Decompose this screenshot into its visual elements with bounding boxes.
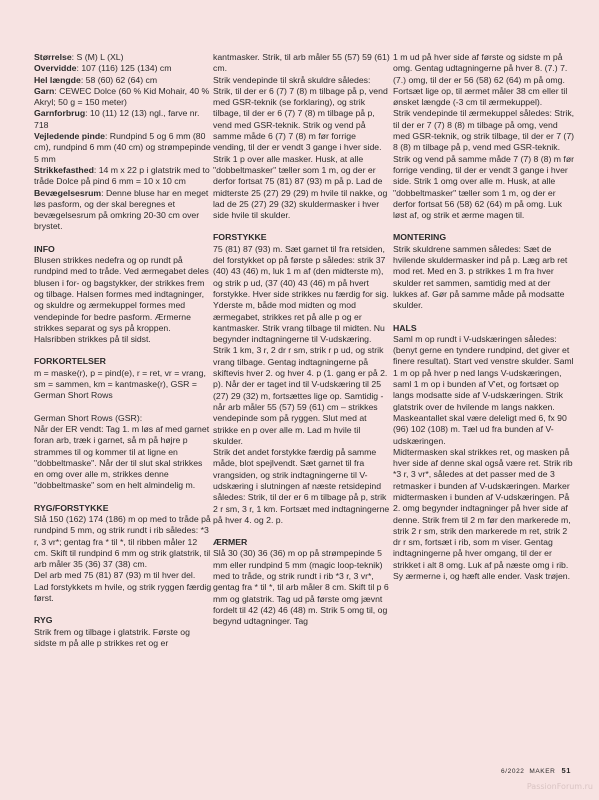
watermark: PassionForum.ru [526, 782, 593, 791]
assembly-text: Strik skuldrene sammen således: Sæt de hvilende skuldermasker ind på p. Læg arb ret mod ret. Med en 3. p strikkes 1 m fra hver skulder ret sammen, samtidig med at der lukkes af. Gør på samme måde på modsatte skulder. [393, 243, 568, 311]
issue-label: 6/2022 MAKER [501, 768, 556, 775]
spec-gauge: Strikkefasthed: 14 m x 22 p i glatstrik med to tråde Dolce på pind 6 mm = 10 x 10 cm [34, 164, 210, 187]
front-heading: FORSTYKKE [213, 232, 267, 243]
column-2 [213, 52, 391, 628]
spec-yarn: Garn: CEWEC Dolce (60 % Kid Mohair, 40 % Akryl; 50 g = 150 meter) [34, 85, 210, 108]
neck-text: Saml m op rundt i V-udskæringen således: (benyt gerne en tyndere rundpind, det giver et finere resultat). Start ved venstre skulder. Saml 1 m op på hver p ned langs V-udskæringen, saml 1 m op i bunden af V'et, og fortsæt op langs modsatte side af V-udskæringen. Strik glatstrik over de hvilende m langs nakken. Maskeantallet skal være deleligt med 6, fx 90 (96) 102 (108) m. Tæl ud fra bunden af V-udskæringen. Midtermasken skal strikkes ret, og masken på hver side af denne skal også være ret. Strik rib *3 r, 3 vr*, således at det passer med de 3 retmasker i bunden af V-udskæringen. Marker midtermasken i bunden af V-udskæringen. På 2. omg begynder indtagninger på hver side af denne. Strik frem til 2 m før den markerede m, strik 2 r sm, strik den markerede m ret, strik 2 dr r sm, fortsæt i rib, som m viser. Gentag indtagningerne på hver omgang, til der er strikket i alt 8 omg. Luk af på næste omg i rib. Sy ærmerne i, og hæft alle ender. Vask trøjen. [393, 333, 574, 582]
spec-needles: Vejledende pinde: Rundpind 5 og 6 mm (80 cm), rundpind 6 mm (40 cm) og strømpepinde 5 mm [34, 131, 211, 164]
back-heading: RYG [34, 615, 53, 626]
abbreviations-text: m = maske(r), p = pind(e), r = ret, vr = vrang, sm = sammen, km = kantmaske(r), GSR = German Short Rows [34, 367, 206, 401]
back-text: Strik frem og tilbage i glatstrik. Første og sidste m på alle p strikkes ret og er [34, 626, 190, 648]
spec-chest: Overvidde: 107 (116) 125 (134) cm [34, 63, 172, 74]
assembly-heading: MONTERING [393, 232, 447, 243]
spec-list [34, 52, 212, 233]
page-footer [501, 766, 571, 775]
gsr-heading: German Short Rows (GSR): [34, 412, 143, 423]
front-text: 75 (81) 87 (93) m. Sæt garnet til fra retsiden, del forstykket op på første p således: strik 37 (40) 43 (46) m, luk 1 m af (den midterste m), og strik p ud, (37 (40) 43 (46) m på hvert forstykke. Hver side strikkes nu færdig for sig. Yderste m, både mod midten og mod ærmegabet, strikkes ret på alle p og er kantmasker. Strik vrang tilbage til midten. Nu begynder indtagningerne til V-udskæring. Strik 1 km, 3 r, 2 dr r sm, strik r p ud, og strik vrang tilbage. Gentag indtagningerne på skiftevis hver 2. og hver 4. p (1. gang er på 2. p). Når der er taget ind til V-udskæring til 25 (27) 29 (32) m, fortsættes lige op. Samtidig - når arb måler 55 (57) 59 (61) cm – strikkes vendepinde som på ryggen. Slut med at strikke en p over alle m. Lad m hvile til skulder. Strik det andet forstykke færdig på samme måde, blot spejlvendt. Sæt garnet til fra vrangsiden, og strik indtagningerne til V-udskæring i slutningen af næste retsidepind således: Strik, til der er 6 m tilbage på p, strik 2 r sm, 3 r, 1 km. Fortsæt med indtagningerne på hver 4. og 2. p. [213, 243, 390, 525]
column-3 [393, 52, 575, 582]
abbreviations-heading: FORKORTELSER [34, 356, 106, 367]
spec-ease: Bevægelsesrum: Denne bluse har en meget løs pasform, og der skal beregnes et bevægelsesrum på omkring 20-30 cm over brystet. [34, 187, 209, 232]
neck-heading: HALS [393, 322, 417, 333]
gsr-text: Når der ER vendt: Tag 1. m løs af med garnet foran arb, træk i garnet, så m på højre p strammes til og kommer til at ligne en "dobbeltmaske". Når der til slut skal strikkes en omg over alle m, strikkes denne "dobbeltmaske" som en helt almindelig m. [34, 423, 210, 491]
info-heading: INFO [34, 243, 55, 254]
sleeves-heading: ÆRMER [213, 537, 248, 548]
page-number: 51 [561, 766, 571, 775]
body-text: Slå 150 (162) 174 (186) m op med to tråde på rundpind 5 mm, og strik rundt i rib således: *3 r, 3 vr*; gentag fra * til *, til ribben måler 12 cm. Skift til rundpind 6 mm og strik glatstrik, til arb måler 35 (36) 37 (38) cm. Del arb med 75 (81) 87 (93) m til hver del. Lad forstykkets m hvile, og strik ryggen færdig først. [34, 513, 212, 604]
sleeves-continued-text: 1 m ud på hver side af første og sidste m på omg. Gentag udtagningerne på hver 8. (7.) 7. (7.) omg, til der er 56 (58) 62 (64) m på omg. Fortsæt lige op, til ærmet måler 38 cm eller til ønsket længde (-3 cm til ærmekuppel). Strik vendepinde til ærmekuppel således: Strik, til der er 7 (7) 8 (8) m tilbage på omg, vend med GSR-teknik, og strik tilbage, til der er 7 (7) 8 (8) m tilbage på p, vend med GSR-teknik. Strik og vend på samme måde 7 (7) 8 (8) m før forrige vending, til der er vendt 3 gange i hver side. Strik 1 omg over alle m. Husk, at alle "dobbeltmasker" tæller som 1 m, og der er derfor fortsat 56 (58) 62 (64) m på omg. Luk løst af, og strik et ærme magen til. [393, 52, 575, 221]
back-continued-text: kantmasker. Strik, til arb måler 55 (57) 59 (61) cm. Strik vendepinde til skrå skuldre således: Strik, til der er 6 (7) 7 (8) m tilbage på p, vend med GSR-teknik (se forklaring), og strik tilbage, til der er 6 (7) 7 (8) m tilbage på p, vend med GSR-teknik. Strik og vend på samme måde 6 (7) 7 (8) m før forrige vending, til der er vendt 3 gange i hver side. Strik 1 p over alle masker. Husk, at alle "dobbeltmasker" tæller som 1 m, og der er derfor fortsat 75 (81) 87 (93) m på p. Lad de midterste 25 (27) 29 (29) m hvile til nakke, og lad de 25 (27) 29 (32) skuldermasker i hver side hvile til skulder. [213, 52, 390, 221]
sleeves-text: Slå 30 (30) 36 (36) m op på strømpepinde 5 mm eller rundpind 5 mm (magic loop-teknik) med to tråde, og strik rundt i rib *3 r, 3 vr*, gentag fra * til *, til arb måler 8 cm. Skift til p 6 mm og glatstrik. Tag ud på første omg jævnt fordelt til 42 (42) 46 (48) m. Strik 5 omg til, og begynd udtagninger. Tag [213, 548, 389, 627]
body-heading: RYG/FORSTYKKE [34, 502, 109, 513]
info-text: Blusen strikkes nedefra og op rundt på rundpind med to tråde. Ved ærmegabet deles blusen i for- og bagstykker, der strikkes frem og tilbage. Halsen formes med indtagninger, og skuldre og ærmekuppel formes med vendepinde for bedre pasform. Ærmerne strikkes separat og sys på kroppen. Halsribben strikkes på til sidst. [34, 255, 209, 345]
column-1 [34, 52, 212, 649]
spec-length: Hel længde: 58 (60) 62 (64) cm [34, 74, 158, 85]
spec-size: Størrelse: S (M) L (XL) [34, 52, 124, 62]
spec-yarn-amount: Garnforbrug: 10 (11) 12 (13) ngl., farve nr. 718 [34, 108, 200, 130]
